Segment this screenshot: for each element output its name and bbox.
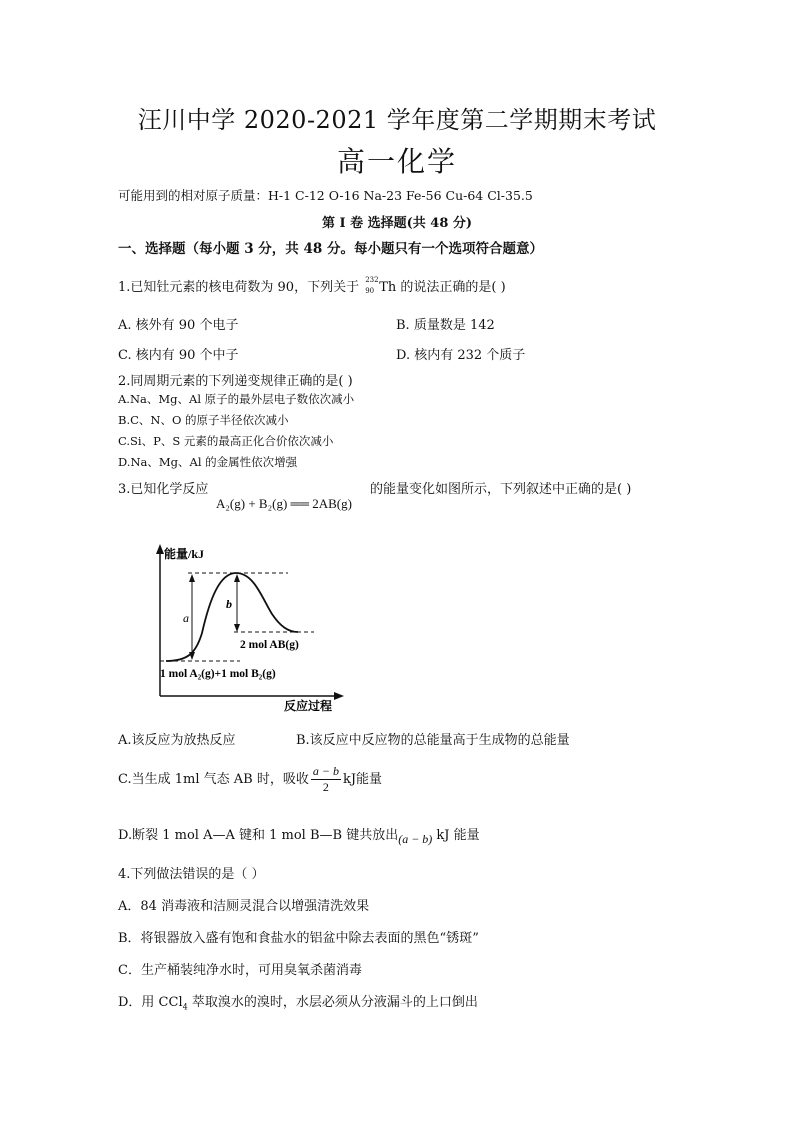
q4-option-b: B．将银器放入盛有饱和食盐水的铝盆中除去表面的黑色“锈斑” (118, 931, 479, 946)
q4-option-d (118, 991, 478, 1012)
label-a: a (183, 611, 189, 625)
q2-option-c: C.Si、P、S 元素的最高正化合价依次减小 (118, 434, 334, 448)
q2-option-b: B.C、N、O 的原子半径依次减小 (118, 413, 289, 427)
exam-title: 汪川中学 2020-2021 学年度第二学期期末考试 (137, 106, 657, 134)
q1-nuclide (363, 275, 379, 295)
arrow-a-head-bottom (189, 652, 195, 660)
q3-option-b: B.该反应中反应物的总能量高于生成物的总能量 (296, 733, 570, 748)
arrow-b-head-top (234, 574, 240, 582)
q3-option-c-fraction (311, 764, 341, 795)
q1-stem-b: 的说法正确的是( ) (400, 280, 506, 295)
q3-option-c-text: C.当生成 1ml 气态 AB 时，吸收 (118, 772, 309, 787)
q1-option-d: D. 核内有 232 个质子 (396, 348, 526, 363)
label-b: b (226, 597, 232, 611)
part-heading: 一、选择题（每小题 3 分，共 48 分。每小题只有一个选项符合题意） (118, 241, 543, 257)
fraction-denominator: 2 (322, 780, 329, 794)
q1-nuclide-mass: 232 (365, 275, 379, 284)
q3-equation: A₂(g) + B₂(g) ══ 2AB(g) (216, 496, 352, 511)
x-axis-label: 反应过程 (284, 699, 333, 713)
fraction-numerator: a − b (312, 764, 339, 778)
q2-option-a: A.Na、Mg、Al 原子的最外层电子数依次减小 (118, 392, 355, 406)
q1-option-c: C. 核内有 90 个中子 (118, 348, 239, 363)
y-axis-label: 能量/kJ (164, 547, 205, 561)
q3-option-c-tail: 能量 (356, 772, 383, 787)
product-label: 2 mol AB(g) (240, 639, 299, 651)
q4-option-d-sub: 4 (182, 1002, 188, 1012)
q4-option-d-text: D．用 CCl (118, 995, 183, 1010)
q4-option-a: A．84 消毒液和洁厕灵混合以增强清洗效果 (118, 899, 370, 914)
reactant-label: 1 mol A₂(g)+1 mol B₂(g) (160, 668, 276, 680)
arrow-a-head-top (189, 574, 195, 582)
q2-option-d: D.Na、Mg、Al 的金属性依次增强 (118, 455, 298, 469)
x-axis-arrow (334, 692, 344, 700)
q4-option-d-tail: 萃取溴水的溴时，水层必须从分液漏斗的上口倒出 (187, 995, 478, 1010)
q1-stem (118, 276, 506, 295)
arrow-b-head-bottom (234, 624, 240, 632)
q4-stem: 4.下列做法错误的是（ ） (118, 867, 265, 882)
q2-stem: 2.同周期元素的下列递变规律正确的是( ) (118, 374, 353, 389)
section-title: 第 I 卷 选择题(共 48 分) (321, 216, 473, 231)
q1-option-a: A. 核外有 90 个电子 (118, 318, 239, 333)
q3-option-d-text: D.断裂 1 mol A—A 键和 1 mol B—B 键共放出 (118, 828, 399, 843)
q3-option-c-unit: kJ (342, 772, 357, 787)
q3-option-c (118, 764, 382, 795)
q1-option-b: B. 质量数是 142 (396, 318, 495, 333)
q1-nuclide-z: 90 (365, 286, 375, 295)
q4-option-c: C．生产桶装纯净水时，可用臭氧杀菌消毒 (118, 963, 362, 978)
q3-stem-b: 的能量变化如图所示，下列叙述中正确的是( ) (370, 482, 632, 497)
q3-option-a: A.该反应为放热反应 (118, 733, 236, 748)
energy-diagram (140, 538, 360, 718)
exam-subtitle: 高一化学 (336, 145, 457, 178)
q3-stem-a: 3.已知化学反应 (118, 482, 209, 497)
q1-nuclide-symbol: Th (379, 280, 397, 295)
y-axis-arrow (156, 544, 164, 554)
q1-stem-a: 1.已知钍元素的核电荷数为 90，下列关于 (118, 280, 360, 295)
q3-option-d-expr: (a − b) (398, 832, 433, 846)
atomic-masses: 可能用到的相对原子质量：H-1 C-12 O-16 Na-23 Fe-56 Cu-64 Cl-35.5 (118, 188, 533, 203)
q3-option-d-tail: kJ 能量 (432, 828, 480, 843)
q3-option-d (118, 824, 480, 846)
